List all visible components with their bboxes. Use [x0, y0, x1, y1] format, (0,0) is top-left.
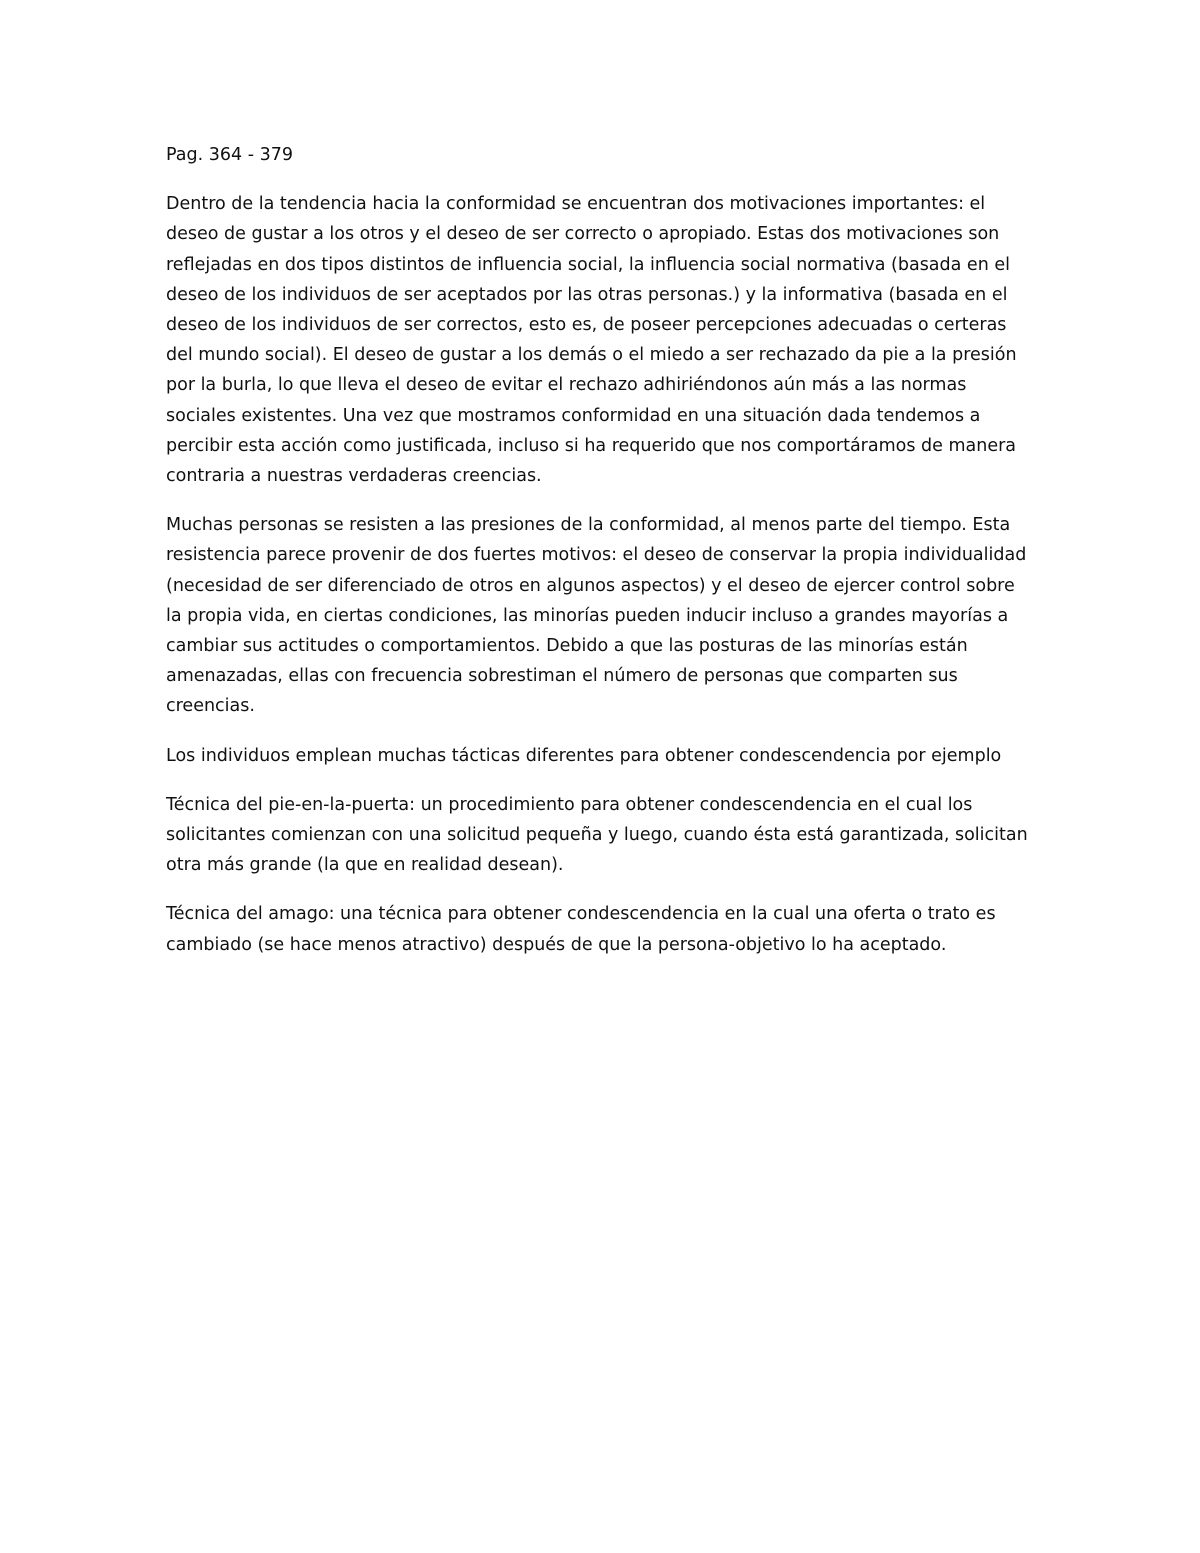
paragraph-foot-in-the-door: Técnica del pie-en-la-puerta: un procedimiento para obtener condescendencia en el cual los solicitantes comienzan con una solicitud pequeña y luego, cuando ésta está garantizada, solicitan otra más grande (la que en realidad desean).	[166, 794, 1028, 876]
paragraph-conformity-motivations: Dentro de la tendencia hacia la conformidad se encuentran dos motivaciones importantes: el deseo de gustar a los otros y el deseo de ser correcto o apropiado. Estas dos motivaciones son reflejadas en dos tipos distintos de influencia social, la influencia social normativa (basada en el deseo de los individuos de ser aceptados por las otras personas.) y la informativa (basada en el deseo de los individuos de ser correctos, esto es, de poseer percepciones adecuadas o certeras del mundo social). El deseo de gustar a los demás o el miedo a ser rechazado da pie a la presión por la burla, lo que lleva el deseo de evitar el rechazo adhiriéndonos aún más a las normas sociales existentes. Una vez que mostramos conformidad en una situación dada tendemos a percibir esta acción como justificada, incluso si ha requerido que nos comportáramos de manera contraria a nuestras verdaderas creencias.	[166, 194, 1017, 487]
paragraph-tactics-intro: Los individuos emplean muchas tácticas diferentes para obtener condescendencia por ejemplo	[166, 745, 1002, 766]
paragraph-lowball: Técnica del amago: una técnica para obtener condescendencia en la cual una oferta o trato es cambiado (se hace menos atractivo) después de que la persona-objetivo lo ha aceptado.	[166, 904, 996, 955]
page-range-header: Pag. 364 - 379	[166, 145, 293, 165]
paragraph-resistance: Muchas personas se resisten a las presiones de la conformidad, al menos parte del tiempo. Esta resistencia parece provenir de dos fuertes motivos: el deseo de conservar la propia individualidad (necesidad de ser diferenciado de otros en algunos aspectos) y el deseo de ejercer control sobre la propia vida, en ciertas condiciones, las minorías pueden inducir incluso a grandes mayorías a cambiar sus actitudes o comportamientos. Debido a que las posturas de las minorías están amenazadas, ellas con frecuencia sobrestiman el número de personas que comparten sus creencias.	[166, 515, 1027, 717]
document-body	[166, 140, 1034, 979]
